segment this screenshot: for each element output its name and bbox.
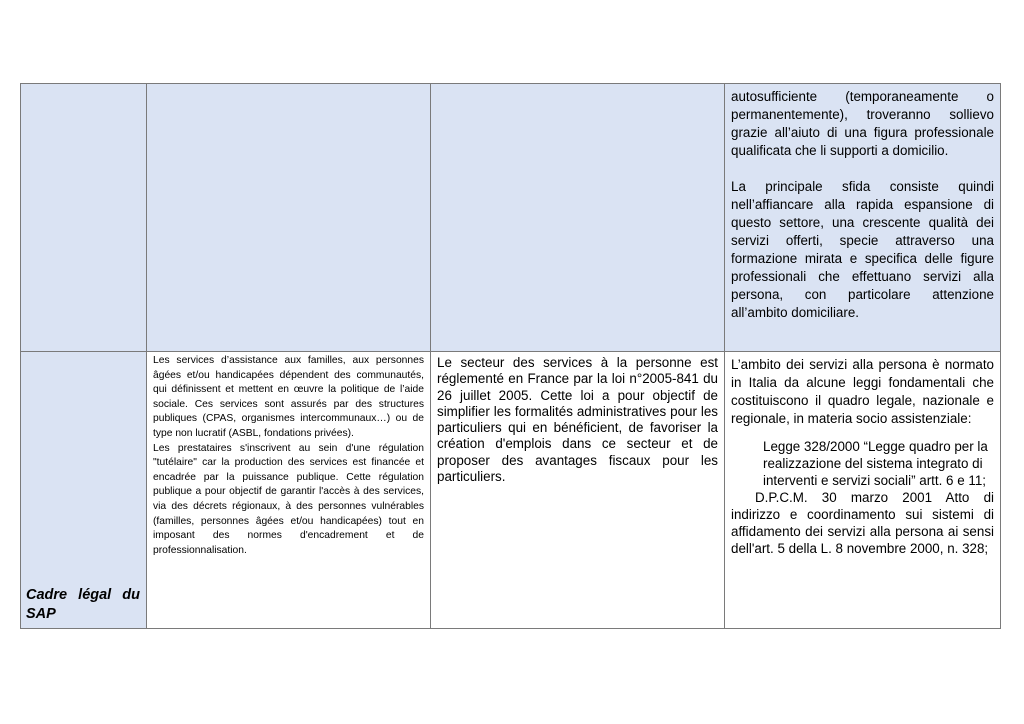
row1-italy-cell: [725, 84, 1001, 352]
italy-paragraph: autosufficiente (temporaneamente o permanentemente), troveranno sollievo grazie all’aiuto di una figura professionale qualificata che li supporti a domicilio.: [731, 89, 994, 158]
comparison-table: [20, 83, 1001, 629]
belgium-cell: [147, 352, 431, 629]
table-row: [21, 84, 1001, 352]
law-list: [731, 438, 994, 557]
france-paragraph: Le secteur des services à la personne est réglementé en France par la loi n°2005-841 du 26 juillet 2005. Cette loi a pour objectif de simplifier les formalités administratives pour les particuliers qui en bénéficient, de favoriser la création d'emplois dans ce secteur et de proposer des avantages fiscaux pour les particuliers.: [437, 355, 718, 485]
row-label-cell: [21, 352, 147, 629]
row1-label-cell: [21, 84, 147, 352]
belgium-paragraph: Les prestataires s'inscrivent au sein d'une régulation "tutélaire" car la production des services est financée et encadrée par la puissance publique. Cette régulation publique a pour objectif de garantir l'accès à des services, via des décrets régionaux, à des personnes vulnérables (familles, personnes âgées et/ou handicapées) tout en imposant des normes d'encadrement et de professionnalisation.: [153, 442, 424, 556]
italy-paragraph: La principale sfida consiste quindi nell’affiancare alla rapida espansione di questo settore, una crescente qualità dei servizi offerti, specie attraverso una formazione mirata e specifica delle figure professionali che effettuano servizi alla persona, con particolare attenzione all’ambito domiciliare.: [731, 179, 994, 320]
france-cell: [431, 352, 725, 629]
italy-intro: L’ambito dei servizi alla persona è normato in Italia da alcune leggi fondamentali che costituiscono il quadro legale, nazionale e regionale, in materia socio assistenziale:: [731, 357, 994, 426]
row-label: Cadre légal du SAP: [26, 587, 140, 622]
row1-belgium-cell: [147, 84, 431, 352]
law-item: Legge 328/2000 “Legge quadro per la realizzazione del sistema integrato di interventi e servizi sociali” artt. 6 e 11;: [763, 439, 988, 488]
table-row: [21, 352, 1001, 629]
row1-france-cell: [431, 84, 725, 352]
belgium-paragraph: Les services d’assistance aux familles, aux personnes âgées et/ou handicapées dépendent des communautés, qui définissent et mettent en œuvre la politique de l’aide sociale. Ces services sont assurés par des structures publiques (CPAS, organismes intercommunaux…) ou de type non lucratif (ASBL, fondations privées).: [153, 355, 424, 439]
italy-cell: [725, 352, 1001, 629]
law-item: D.P.C.M. 30 marzo 2001 Atto di indirizzo e coordinamento sui sistemi di affidamento dei servizi alla persona ai sensi dell'art. 5 della L. 8 novembre 2000, n. 328;: [731, 490, 994, 556]
